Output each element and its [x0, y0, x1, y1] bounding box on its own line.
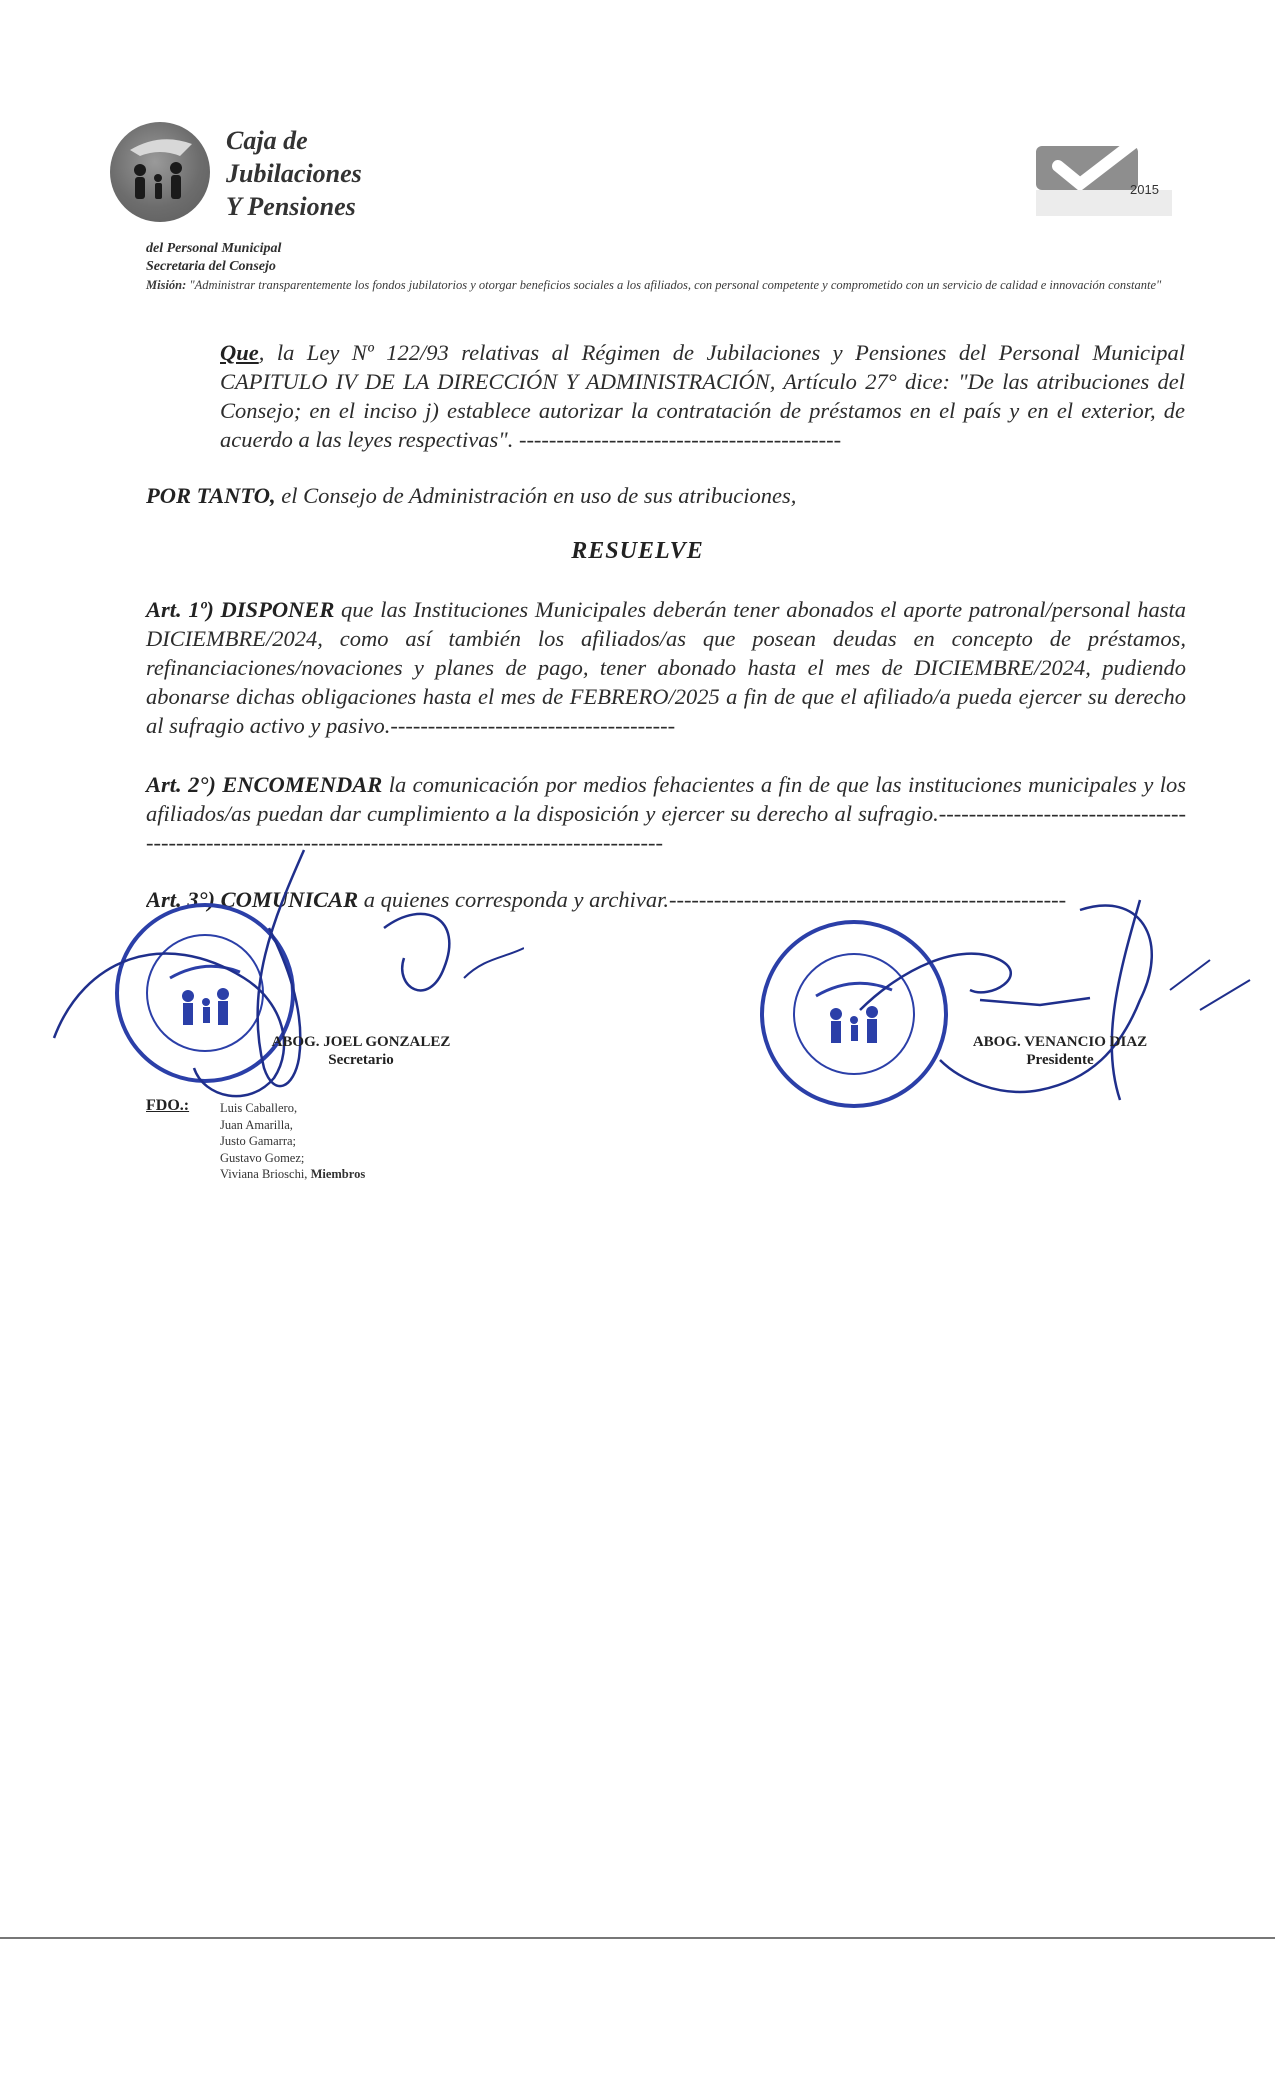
por-tanto-text: el Consejo de Administración en uso de sus atribuciones, [275, 483, 797, 508]
que-label: Que [220, 340, 259, 365]
member-5-row [220, 1166, 365, 1183]
org-name: del Personal Municipal [146, 241, 282, 256]
member-2: Juan Amarilla, [220, 1117, 293, 1132]
bottom-divider [0, 1937, 1275, 1939]
fdo-label: FDO.: [146, 1097, 190, 1114]
president-role: Presidente [1026, 1052, 1094, 1068]
family-icon [110, 122, 210, 222]
por-tanto-paragraph [146, 481, 1186, 510]
year-logo [1036, 138, 1172, 220]
member-5: Viviana Brioschi, [220, 1167, 308, 1181]
department-name: Secretaria del Consejo [146, 259, 276, 274]
secretary-role: Secretario [328, 1052, 394, 1068]
secretary-signature [44, 838, 524, 1118]
member-3: Justo Gamarra; [220, 1134, 297, 1148]
member-4: Gustavo Gomez; [220, 1150, 305, 1165]
mission-text: "Administrar transparentemente los fondos jubilatorios y otorgar beneficios sociales a los afiliados, con personal competente y comprometido con un servicio de calidad e innovación constante" [189, 278, 1162, 292]
article-1 [146, 595, 1186, 740]
resuelve-heading: RESUELVE [571, 538, 704, 564]
logo-line-2: Jubilaciones [226, 159, 362, 188]
president-signature [840, 880, 1260, 1140]
art3-text: a quienes corresponda y archivar.----------------------------------------------------- [358, 887, 1067, 912]
por-tanto-label: POR TANTO, [146, 483, 276, 508]
art2-label: Art. 2°) ENCOMENDAR [146, 772, 383, 797]
logo-title [226, 124, 362, 223]
logo-line-3: Y Pensiones [226, 192, 356, 221]
fdo-members-list [220, 1100, 365, 1183]
mission-label: Misión: [146, 278, 187, 292]
art1-text: que las Instituciones Municipales deberán tener abonados el aporte patronal/personal hasta DICIEMBRE/2024, como así también los afiliados/as que posean deudas en concepto de préstamos, refinanciaciones/novaciones y planes de pago, tener abonado hasta el mes de DICIEMBRE/2024, pudiendo abonarse dichas obligaciones hasta el mes de FEBRERO/2025 a fin de que el afiliado/a pueda ejercer su derecho al sufragio activo y pasivo.-------------------------------------- [146, 597, 1186, 738]
que-text: , la Ley Nº 122/93 relativas al Régimen de Jubilaciones y Pensiones del Personal Municipal CAPITULO IV DE LA DIRECCIÓN Y ADMINISTRACIÓN, Artículo 27° dice: "De las atribuciones del Consejo; en el inciso j) establece autorizar la contratación de préstamos en el país y en el exterior, de acuerdo a las leyes respectivas". ------------------------------------------- [220, 340, 1185, 452]
que-paragraph [220, 338, 1185, 454]
art1-label: Art. 1º) DISPONER [146, 597, 335, 622]
institution-logo [110, 122, 210, 222]
members-label: Miembros [310, 1167, 366, 1181]
secretary-name: ABOG. JOEL GONZALEZ [271, 1034, 451, 1050]
logo-line-1: Caja de [226, 126, 308, 155]
art3-label: Art. 3°) COMUNICAR [146, 887, 359, 912]
mission-statement [146, 277, 1186, 294]
president-name: ABOG. VENANCIO DIAZ [972, 1034, 1148, 1050]
art2-text: la comunicación por medios fehacientes a fin de que las instituciones municipales y los afiliados/as puedan dar cumplimiento a la disposición y ejercer su derecho al sufragio.------------------------------------------------------------------------------------------------------ [146, 772, 1186, 855]
member-1: Luis Caballero, [220, 1101, 298, 1115]
year-label: 2015 [1130, 182, 1159, 197]
